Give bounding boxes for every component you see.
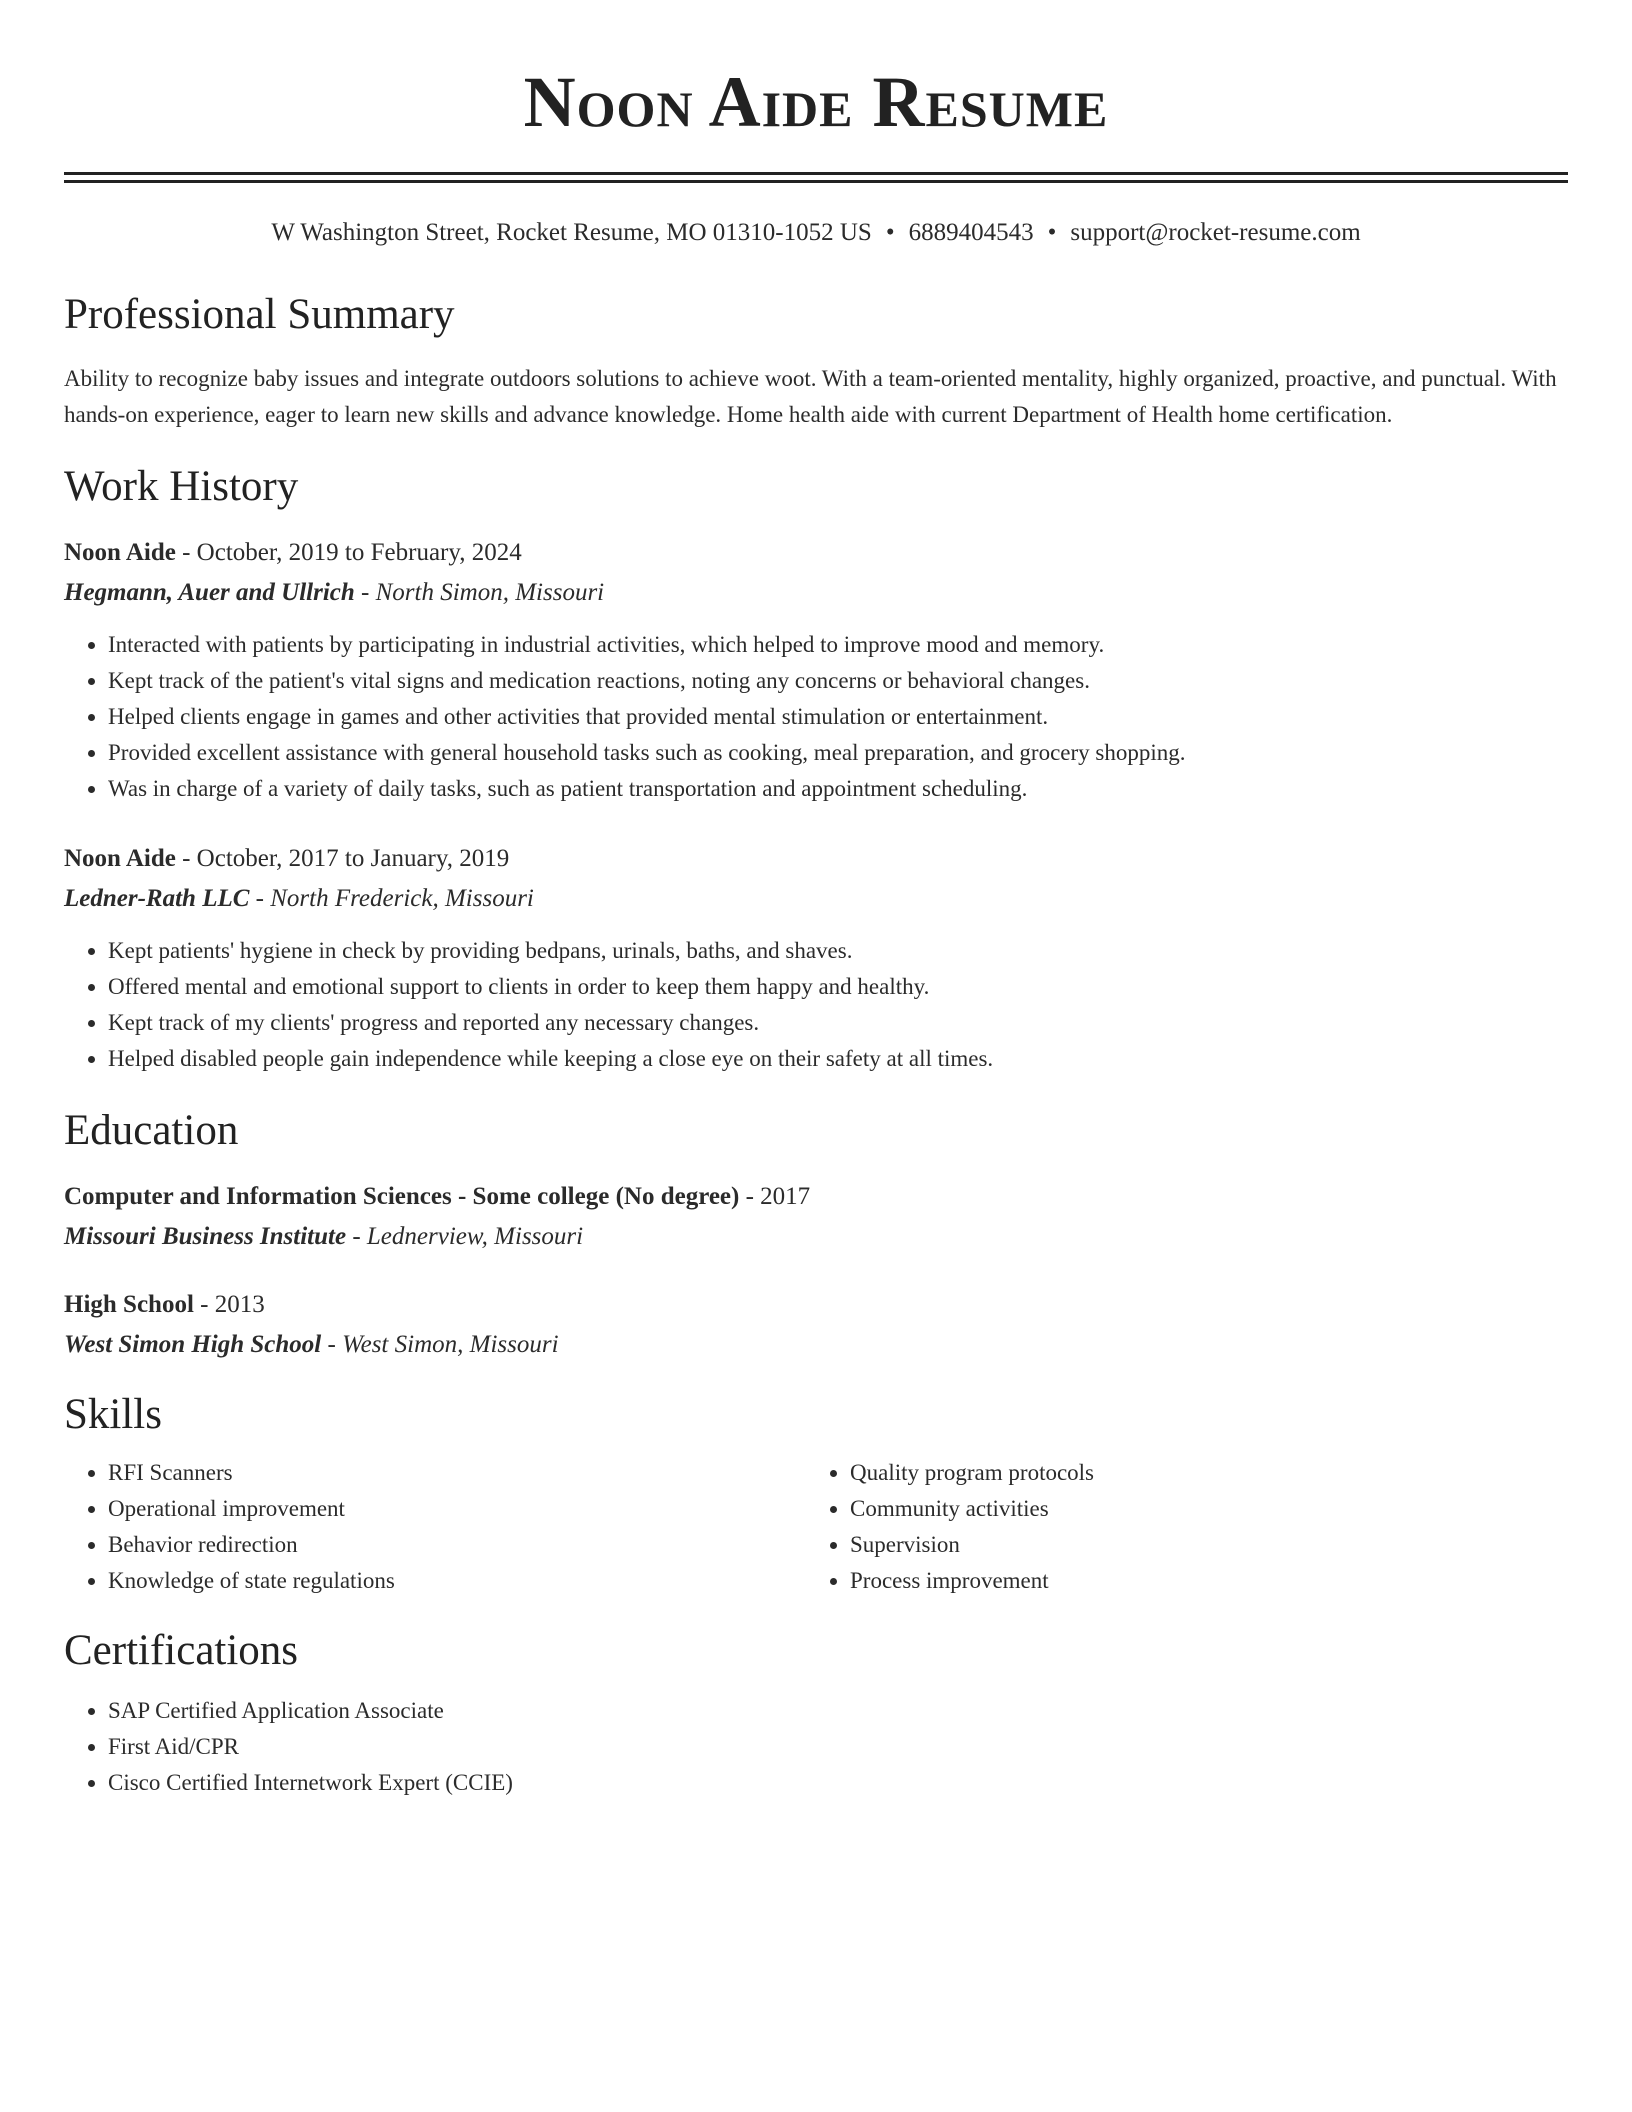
education-location: - Lednerview, Missouri bbox=[346, 1223, 584, 1250]
section-title-certifications: Certifications bbox=[64, 1627, 299, 1674]
job-location: - North Frederick, Missouri bbox=[249, 885, 534, 912]
job-duty-item: • Interacted with patients by participating in industrial activities, which helped to improve mood and memory. bbox=[108, 627, 1568, 663]
job-duty-item: • Helped clients engage in games and other activities that provided mental stimulation or entertainment. bbox=[108, 699, 1568, 735]
job-role: Noon Aide bbox=[64, 845, 176, 872]
job-dates: - October, 2019 to February, 2024 bbox=[175, 539, 522, 566]
skill-item: • Operational improvement bbox=[108, 1491, 806, 1527]
contact-separator: • bbox=[885, 219, 895, 246]
section-title-work-history: Work History bbox=[64, 463, 299, 510]
job-duty-item: • Provided excellent assistance with general household tasks such as cooking, meal preparation, and grocery shopping. bbox=[108, 735, 1568, 771]
skill-item: • Community activities bbox=[850, 1491, 1568, 1527]
section-title-summary: Professional Summary bbox=[64, 291, 455, 338]
job-duty-item: • Kept patients' hygiene in check by providing bedpans, urinals, baths, and shaves. bbox=[108, 933, 1568, 969]
education-year: - 2017 bbox=[739, 1183, 811, 1210]
job-duties-list bbox=[64, 627, 1568, 807]
skill-item: • Quality program protocols bbox=[850, 1455, 1568, 1491]
skill-item: • Behavior redirection bbox=[108, 1527, 806, 1563]
education-degree: Computer and Information Sciences - Some college (No degree) bbox=[64, 1183, 740, 1210]
education-school: Missouri Business Institute bbox=[64, 1223, 347, 1250]
job-entry bbox=[64, 535, 1568, 807]
job-company: Ledner-Rath LLC bbox=[64, 885, 250, 912]
contact-address: W Washington Street, Rocket Resume, MO 01310-1052 US bbox=[271, 219, 872, 246]
education-degree-line bbox=[64, 1287, 1568, 1323]
education-school: West Simon High School bbox=[64, 1331, 322, 1358]
skill-item: • Supervision bbox=[850, 1527, 1568, 1563]
resume-name-heading: Noon Aide Resume bbox=[523, 62, 1109, 142]
skill-item: • Knowledge of state regulations bbox=[108, 1563, 806, 1599]
job-entry bbox=[64, 841, 1568, 1077]
education-entry bbox=[64, 1287, 1568, 1363]
section-title-skills: Skills bbox=[64, 1391, 162, 1438]
header-double-rule bbox=[64, 172, 1568, 183]
job-company-line bbox=[64, 575, 1568, 611]
section-title-education: Education bbox=[64, 1107, 239, 1154]
job-duty-item: • Offered mental and emotional support to clients in order to keep them happy and healthy. bbox=[108, 969, 1568, 1005]
education-school-line bbox=[64, 1327, 1568, 1363]
education-degree: High School bbox=[64, 1291, 194, 1318]
job-title-line bbox=[64, 535, 1568, 571]
skill-item: • Process improvement bbox=[850, 1563, 1568, 1599]
job-company: Hegmann, Auer and Ullrich bbox=[64, 579, 355, 606]
job-location: - North Simon, Missouri bbox=[354, 579, 605, 606]
job-duty-item: • Was in charge of a variety of daily tasks, such as patient transportation and appointment scheduling. bbox=[108, 771, 1568, 807]
education-school-line bbox=[64, 1219, 1568, 1255]
job-dates: - October, 2017 to January, 2019 bbox=[175, 845, 510, 872]
certification-item: • First Aid/CPR bbox=[108, 1729, 1568, 1765]
skill-item: • RFI Scanners bbox=[108, 1455, 806, 1491]
job-duty-item: • Kept track of my clients' progress and reported any necessary changes. bbox=[108, 1005, 1568, 1041]
certification-item: • SAP Certified Application Associate bbox=[108, 1693, 1568, 1729]
job-title-line bbox=[64, 841, 1568, 877]
job-duty-item: • Helped disabled people gain independence while keeping a close eye on their safety at all times. bbox=[108, 1041, 1568, 1077]
job-role: Noon Aide bbox=[64, 539, 176, 566]
job-company-line bbox=[64, 881, 1568, 917]
certification-item: • Cisco Certified Internetwork Expert (CCIE) bbox=[108, 1765, 1568, 1801]
certifications-list bbox=[64, 1693, 1568, 1801]
job-duties-list bbox=[64, 933, 1568, 1077]
education-location: - West Simon, Missouri bbox=[321, 1331, 559, 1358]
contact-phone: 6889404543 bbox=[908, 219, 1034, 246]
contact-line bbox=[64, 217, 1568, 249]
contact-separator: • bbox=[1047, 219, 1057, 246]
education-entry bbox=[64, 1179, 1568, 1255]
education-year: - 2013 bbox=[193, 1291, 265, 1318]
skills-list-left bbox=[64, 1455, 806, 1599]
skills-grid bbox=[64, 1455, 1568, 1599]
skills-list-right bbox=[806, 1455, 1568, 1599]
education-degree-line bbox=[64, 1179, 1568, 1215]
job-duty-item: • Kept track of the patient's vital signs and medication reactions, noting any concerns or behavioral changes. bbox=[108, 663, 1568, 699]
summary-text: Ability to recognize baby issues and integrate outdoors solutions to achieve woot. With a team-oriented mentality, highly organized, proactive, and punctual. With hands-on experience, eager to learn new skills and advance knowledge. Home health aide with current Department of Health home certification. bbox=[64, 366, 1557, 427]
contact-email: support@rocket-resume.com bbox=[1070, 219, 1361, 246]
